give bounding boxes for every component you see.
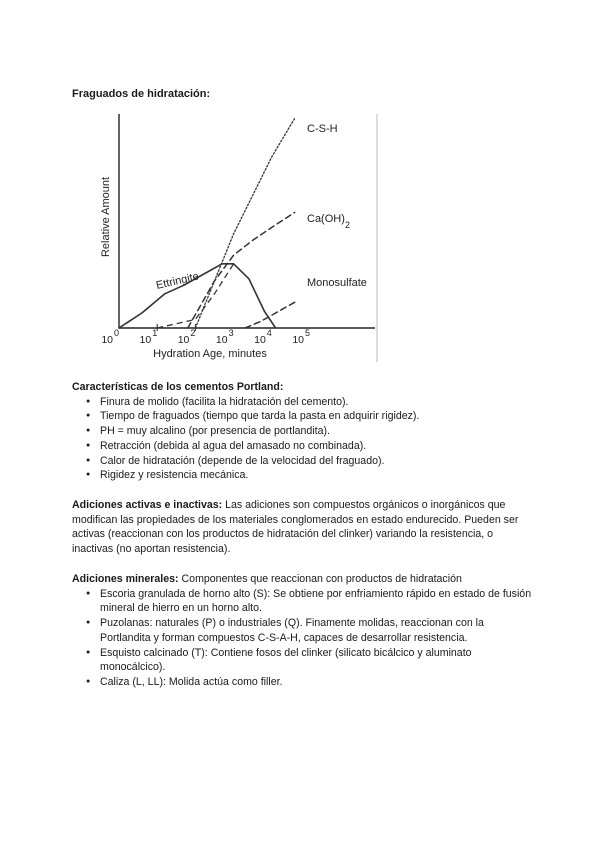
portland-title: Características de los cementos Portland: xyxy=(72,381,284,393)
y-axis-title: Relative Amount xyxy=(100,176,112,258)
chart-labels xyxy=(100,123,367,360)
minerales-list-item: ● Esquisto calcinado (T): Contiene fosos del clinker (silicato bicálcico y aluminato monocálcico). xyxy=(100,646,537,675)
label-ettringite: Ettringite xyxy=(154,270,200,292)
x-tick-label: 10 xyxy=(177,334,190,346)
x-tick-exponent: 0 xyxy=(114,328,120,338)
minerales-list-item: ● Caliza (L, LL): Molida actúa como filler. xyxy=(100,675,537,690)
x-tick-exponent: 1 xyxy=(152,328,158,338)
x-tick-exponent: 2 xyxy=(190,328,196,338)
x-tick-label: 10 xyxy=(215,334,228,346)
portland-list-item: ● Retracción (debida al agua del amasado no combinada). xyxy=(100,439,537,454)
label-csh: C-S-H xyxy=(307,123,338,135)
portland-list-item: ● Tiempo de fraguados (tiempo que tarda la pasta en adquirir rigidez). xyxy=(100,409,537,424)
adiciones-paragraph xyxy=(72,498,537,557)
minerales-title: Adiciones minerales: xyxy=(72,573,179,585)
portland-list-item: ● Finura de molido (facilita la hidratación del cemento). xyxy=(100,395,537,410)
x-axis-title: Hydration Age, minutes xyxy=(153,348,267,360)
section-heading-hydration: Fraguados de hidratación: xyxy=(72,88,211,100)
minerales-list-item: ● Puzolanas: naturales (P) o industriales (Q). Finamente molidas, reaccionan con la Portlandita y forman compuestos C-S-A-H, capaces de desarrollar resistencia. xyxy=(100,616,537,645)
minerales-list-item: ● Escoria granulada de horno alto (S): Se obtiene por enfriamiento rápido en estado de fusión mineral de hierro en un horno alto. xyxy=(100,587,537,616)
chart-ticks xyxy=(101,328,310,346)
label-caoh-subscript: 2 xyxy=(345,220,351,230)
hydration-chart-svg xyxy=(95,112,385,362)
minerales-intro xyxy=(72,572,537,587)
portland-list-item: ● Calor de hidratación (depende de la velocidad del fraguado). xyxy=(100,454,537,469)
minerales-list xyxy=(72,587,537,690)
adiciones-text: Las adiciones son compuestos orgánicos o inorgánicos que modifican las propiedades de los materiales conglomerados en estado endurecido. Pueden ser activas (reaccionan con los productos de hidratación del clinker) variando la resistencia, o inactivas (no aportan resistencia). xyxy=(72,499,519,556)
adiciones-title: Adiciones activas e inactivas: xyxy=(72,499,223,511)
portland-list-item: ● Rigidez y resistencia mecánica. xyxy=(100,468,537,483)
chart-series xyxy=(119,118,295,328)
hydration-chart xyxy=(95,112,385,362)
minerales-text: Componentes que reaccionan con productos de hidratación xyxy=(181,573,462,585)
chart-axes xyxy=(119,114,377,362)
x-tick-label: 10 xyxy=(254,334,266,346)
x-tick-label: 10 xyxy=(101,334,113,346)
series-line-c-s-h xyxy=(195,118,294,328)
minerales-section xyxy=(72,572,537,690)
label-monosulfate: Monosulfate xyxy=(307,277,367,289)
x-tick-exponent: 4 xyxy=(266,328,272,338)
portland-list xyxy=(72,395,537,483)
x-tick-exponent: 5 xyxy=(305,328,311,338)
x-tick-exponent: 3 xyxy=(228,328,234,338)
portland-list-item: ● PH = muy alcalino (por presencia de portlandita). xyxy=(100,424,537,439)
portland-section xyxy=(72,380,537,483)
series-line-monosulfate xyxy=(245,302,295,328)
adiciones-section xyxy=(72,498,537,557)
x-tick-label: 10 xyxy=(139,334,152,346)
x-tick-label: 10 xyxy=(292,334,304,346)
label-caoh: Ca(OH) xyxy=(307,213,345,225)
